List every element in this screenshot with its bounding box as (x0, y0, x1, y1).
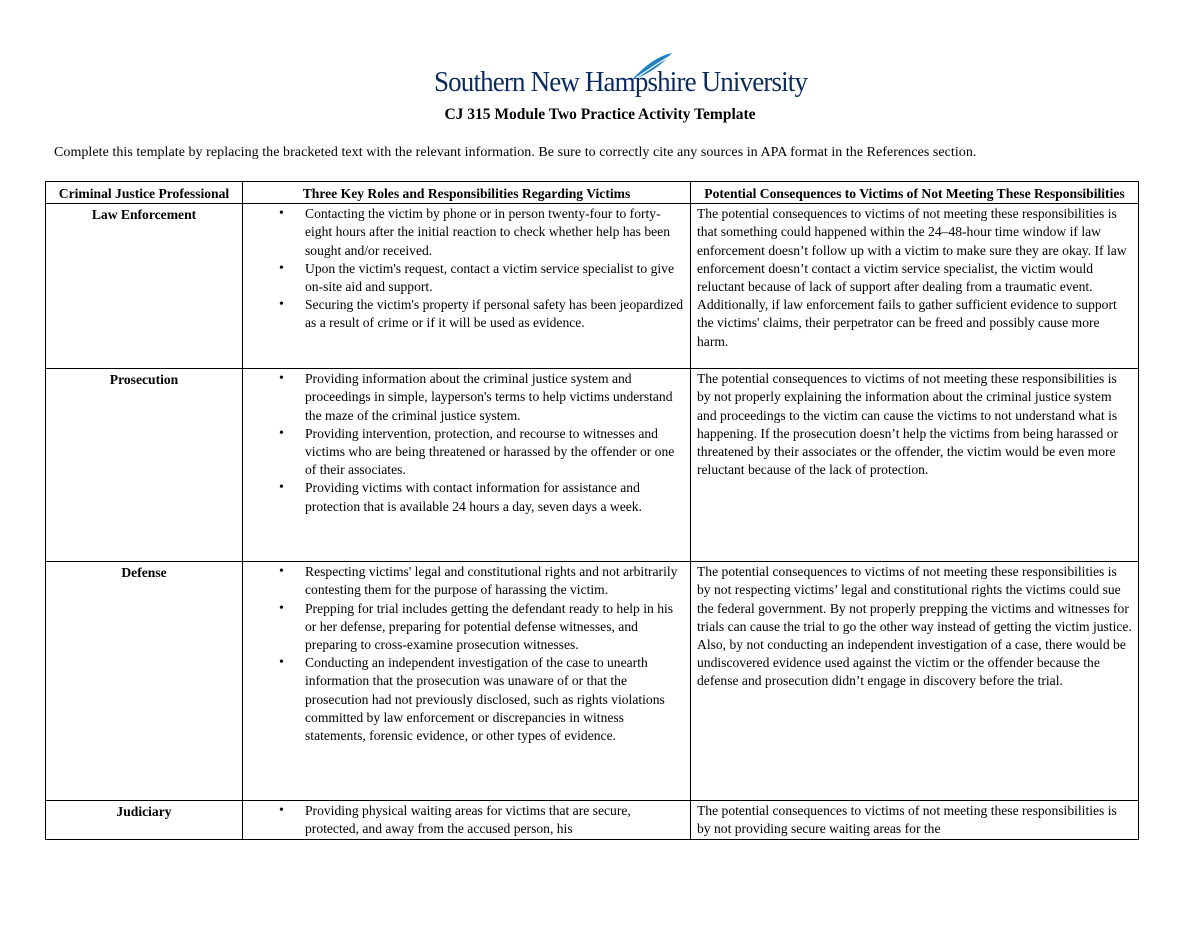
list-item: • Prepping for trial includes getting the defendant ready to help in his or her defense, preparing for potential defense witnesses, and preparing to cross-examine prosecution witnesses. (305, 600, 684, 655)
professional-cell: Defense (46, 562, 243, 801)
roles-cell (243, 369, 691, 562)
list-item: • Respecting victims' legal and constitutional rights and not arbitrarily contesting them for the purpose of harassing the victim. (305, 563, 684, 599)
professional-cell: Judiciary (46, 801, 243, 839)
roles-cell (243, 204, 691, 369)
table-row (46, 204, 1139, 369)
list-item: • Providing intervention, protection, and recourse to witnesses and victims who are being threatened or harassed by the offender or one of their associates. (305, 425, 684, 480)
header-roles: Three Key Roles and Responsibilities Regarding Victims (243, 182, 691, 204)
university-logo (434, 52, 808, 102)
list-item: • Providing information about the criminal justice system and proceedings in simple, layperson's terms to help victims understand the maze of the criminal justice system. (305, 370, 684, 425)
professional-cell: Law Enforcement (46, 204, 243, 369)
list-item: • Upon the victim's request, contact a victim service specialist to give on-site aid and support. (305, 260, 684, 296)
list-item: • Contacting the victim by phone or in person twenty-four to forty-eight hours after the initial reaction to check whether help has been sought and/or received. (305, 205, 684, 260)
list-item: • Securing the victim's property if personal safety has been jeopardized as a result of crime or if it will be used as evidence. (305, 296, 684, 332)
list-item: • Conducting an independent investigation of the case to unearth information that the prosecution was unaware of or that the prosecution had not previously disclosed, such as rights violations committed by law enforcement or discrepancies in witness statements, forensic evidence, or other types of evidence. (305, 654, 684, 745)
header-consequences: Potential Consequences to Victims of Not Meeting These Responsibilities (691, 182, 1139, 204)
roles-cell (243, 562, 691, 801)
table-header-row (46, 182, 1139, 204)
table-row (46, 369, 1139, 562)
header-professional: Criminal Justice Professional (46, 182, 243, 204)
roles-cell (243, 801, 691, 839)
consequences-cell: The potential consequences to victims of not meeting these responsibilities is by not respecting victims’ legal and constitutional rights the victims could sue the federal government. By not properly prepping the victims and witnesses for trials can cause the trial to go the other way instead of getting the victim justice. Also, by not conducting an independent investigation of a case, there would be undiscovered evidence used against the victim or the offender because the defense and prosecution didn’t engage in discovery before the trial. (691, 562, 1139, 801)
professional-cell: Prosecution (46, 369, 243, 562)
consequences-cell: The potential consequences to victims of not meeting these responsibilities is by not providing secure waiting areas for the (691, 801, 1139, 839)
instructions: Complete this template by replacing the bracketed text with the relevant information. Be sure to correctly cite any sources in APA format in the References section. (54, 145, 977, 160)
consequences-cell: The potential consequences to victims of not meeting these responsibilities is by not properly explaining the information about the criminal justice system and proceedings to the victim can cause the victims to not understand what is happening. If the prosecution doesn’t help the victims from being harassed or threatened by their associates or the offender, the victim would be even more reluctant because of the lack of protection. (691, 369, 1139, 562)
roles-list (249, 802, 684, 838)
roles-list (249, 205, 684, 332)
list-item: • Providing physical waiting areas for victims that are secure, protected, and away from the accused person, his (305, 802, 684, 838)
table-row (46, 562, 1139, 801)
list-item: • Providing victims with contact information for assistance and protection that is available 24 hours a day, seven days a week. (305, 479, 684, 515)
roles-list (249, 563, 684, 745)
roles-list (249, 370, 684, 516)
victim-roles-table (45, 181, 1139, 840)
table-row (46, 801, 1139, 839)
page-title: CJ 315 Module Two Practice Activity Template (444, 106, 756, 123)
logo-text: Southern New Hampshire University (434, 66, 808, 98)
consequences-cell: The potential consequences to victims of not meeting these responsibilities is that something could happened within the 24–48-hour time window if law enforcement doesn’t follow up with a victim to make sure they are okay. If law enforcement doesn’t contact a victim service specialist, the victim would reluctant because of lack of support after dealing from a traumatic event. Additionally, if law enforcement fails to gather sufficient evidence to support the victims' claims, their perpetrator can be freed and possibly cause more harm. (691, 204, 1139, 369)
